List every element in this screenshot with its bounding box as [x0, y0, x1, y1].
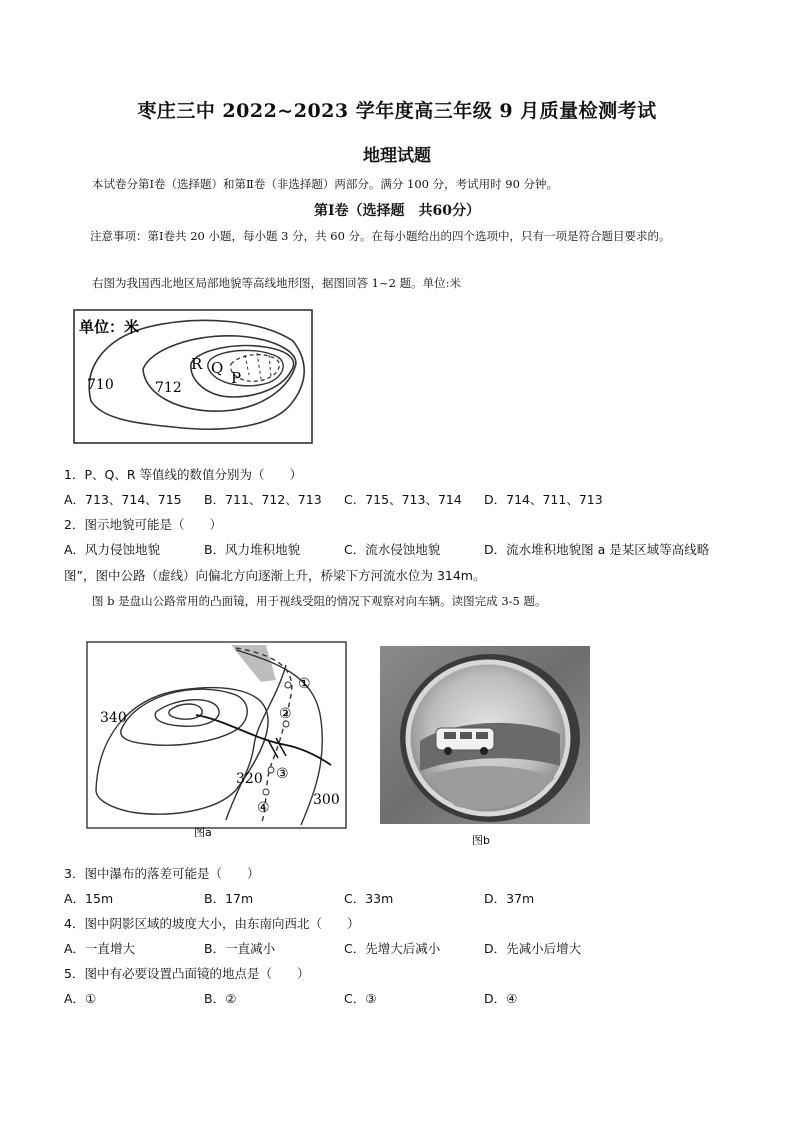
q4-options [64, 939, 624, 957]
q3-stem: 3．图中瀑布的落差可能是（ ） [64, 866, 260, 881]
map-a-label-300: 300 [313, 792, 340, 808]
map-a-label-320: 320 [236, 771, 263, 787]
contour-map-1 [73, 309, 314, 445]
q4-option-c[interactable]: C．先增大后减小 [344, 941, 441, 956]
map-a-label-340: 340 [100, 710, 127, 726]
convex-mirror-photo [380, 646, 590, 850]
q1-options [64, 490, 624, 508]
q2-option-b[interactable]: B．风力堆积地貌 [204, 542, 301, 557]
q5-stem: 5．图中有必要设置凸面镜的地点是（ ） [64, 966, 310, 981]
group1-lead: 右图为我国西北地区局部地貌等高线地形图，据图回答 1~2 题。单位:米 [92, 276, 461, 290]
q5-option-b[interactable]: B．② [204, 991, 237, 1006]
map1-unit: 单位：米 [79, 318, 140, 336]
map1-label-P: P [231, 369, 242, 387]
q3-option-a[interactable]: A．15m [64, 891, 114, 906]
q2-continuation: 图”，图中公路（虚线）向偏北方向逐渐上升，桥梁下方河流水位为 314m。 [64, 568, 486, 583]
map-a-point-4: ④ [257, 800, 270, 816]
q1-option-d[interactable]: D．714、711、713 [484, 492, 603, 507]
map1-label-R: R [191, 355, 203, 373]
q2-option-d[interactable]: D．流水堆积地貌图 a 是某区域等高线略 [484, 542, 710, 557]
exam-title: 枣庄三中 2022~2023 学年度高三年级 9 月质量检测考试 [137, 100, 657, 122]
group2-lead: 图 b 是盘山公路常用的凸面镜，用于视线受阻的情况下观察对向车辆。读图完成 3-5 题。 [92, 594, 547, 608]
q2-stem: 2．图示地貌可能是（ ） [64, 517, 222, 532]
q1-stem: 1．P、Q、R 等值线的数值分别为（ ） [64, 467, 302, 482]
map-a-caption: 图a [194, 826, 212, 839]
q2-options [64, 540, 744, 558]
q1-option-b[interactable]: B．711、712、713 [204, 492, 322, 507]
exam-intro: 本试卷分第Ⅰ卷（选择题）和第Ⅱ卷（非选择题）两部分。满分 100 分，考试用时 90 分钟。 [92, 177, 559, 191]
q5-option-a[interactable]: A．① [64, 991, 97, 1006]
instructions: 注意事项：第Ⅰ卷共 20 小题，每小题 3 分，共 60 分。在每小题给出的四个选项中，只有一项是符合题目要求的。 [90, 229, 671, 243]
contour-map-a [86, 640, 348, 840]
q4-option-b[interactable]: B．一直减小 [204, 941, 276, 956]
q4-option-a[interactable]: A．一直增大 [64, 941, 136, 956]
q3-options [64, 889, 624, 907]
q3-option-b[interactable]: B．17m [204, 891, 254, 906]
q3-option-d[interactable]: D．37m [484, 891, 535, 906]
section-title: 第Ⅰ卷（选择题 共60分） [313, 203, 481, 219]
subject-title: 地理试题 [363, 146, 431, 166]
q5-option-c[interactable]: C．③ [344, 991, 377, 1006]
q4-option-d[interactable]: D．先减小后增大 [484, 941, 582, 956]
q4-stem: 4．图中阴影区域的坡度大小，由东南向西北（ ） [64, 916, 360, 931]
q3-option-c[interactable]: C．33m [344, 891, 394, 906]
q1-option-a[interactable]: A．713、714、715 [64, 492, 182, 507]
map-a-point-1: ① [298, 676, 311, 692]
map-a-point-3: ③ [276, 766, 289, 782]
map1-label-Q: Q [211, 359, 224, 377]
photo-caption: 图b [472, 834, 490, 847]
q1-option-c[interactable]: C．715、713、714 [344, 492, 462, 507]
map-a-point-2: ② [279, 706, 292, 722]
map1-label-712: 712 [155, 380, 182, 396]
q5-option-d[interactable]: D．④ [484, 991, 518, 1006]
q5-options [64, 989, 624, 1007]
q2-option-c[interactable]: C．流水侵蚀地貌 [344, 542, 441, 557]
map1-label-710: 710 [87, 377, 114, 393]
q2-option-a[interactable]: A．风力侵蚀地貌 [64, 542, 161, 557]
